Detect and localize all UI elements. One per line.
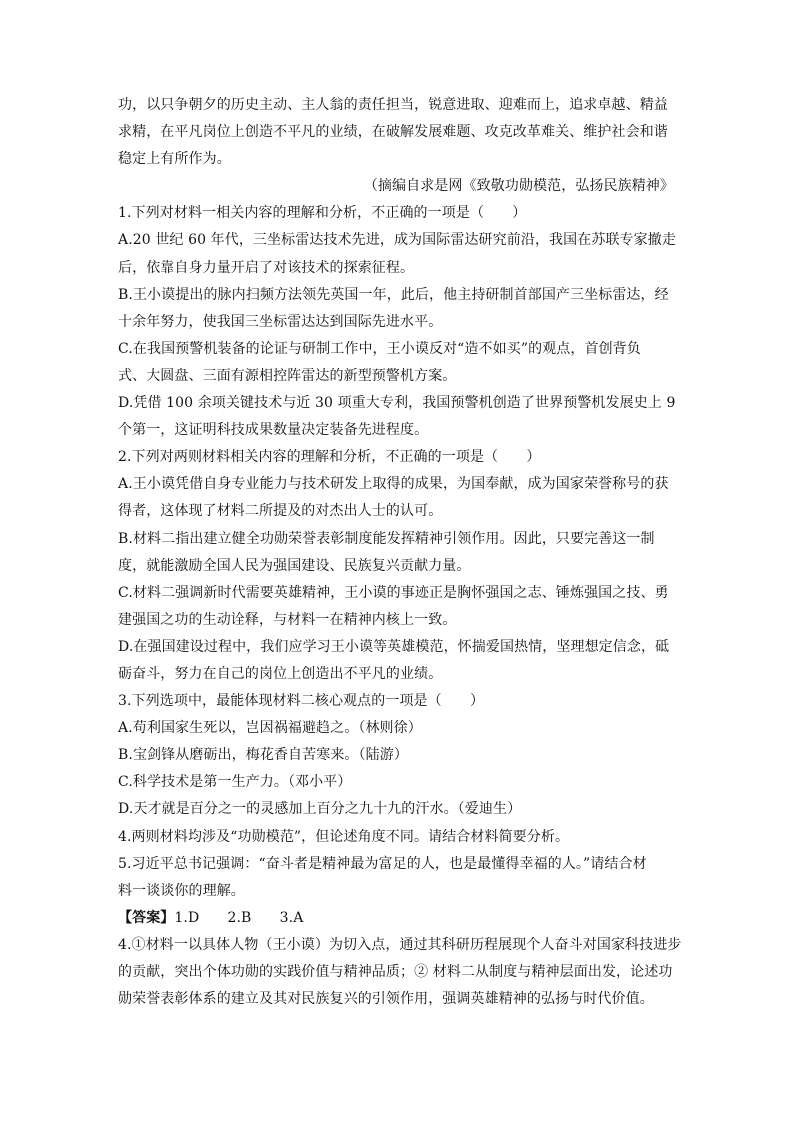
option-2b: B.材料二指出建立健全功勋荣誉表彰制度能发挥精神引领作用。因此，只要完善这一制 [118, 530, 655, 547]
question-2: 2.下列对两则材料相关内容的理解和分析，不正确的一项是（ ） [118, 449, 541, 466]
option-1b: B.王小谟提出的脉内扫频方法领先英国一年，此后，他主持研制首部国产三坐标雷达，经 [118, 286, 669, 303]
option-1d-cont: 个第一，这证明科技成果数量决定装备先进程度。 [118, 422, 429, 439]
option-2c-cont: 建强国之功的生动诠释，与材料一在精神内核上一致。 [118, 611, 457, 628]
option-2b-cont: 度，就能激励全国人民为强国建设、民族复兴贡献力量。 [118, 557, 471, 574]
document-body [118, 92, 682, 1013]
option-1c: C.在我国预警机装备的论证与研制工作中，王小谟反对“造不如买”的观点，首创背负 [118, 340, 641, 357]
text-line: 稳定上有所作为。 [118, 151, 231, 168]
option-3d: D.天才就是百分之一的灵感加上百分之九十九的汗水。（爱迪生） [118, 801, 522, 818]
option-1c-cont: 式、大圆盘、三面有源相控阵雷达的新型预警机方案。 [118, 367, 457, 384]
question-1: 1.下列对材料一相关内容的理解和分析，不正确的一项是（ ） [118, 205, 527, 222]
answer-4-cont: 勋荣誉表彰体系的建立及其对民族复兴的引领作用，强调英雄精神的弘扬与时代价值。 [118, 991, 654, 1008]
question-5: 5.习近平总书记强调：“奋斗者是精神最为富足的人，也是最懂得幸福的人。”请结合材 [118, 855, 647, 872]
question-5-cont: 料一谈谈你的理解。 [118, 882, 245, 899]
option-3a: A.苟利国家生死以，岂因祸福避趋之。（林则徐） [118, 720, 422, 737]
option-1d: D.凭借 100 余项关键技术与近 30 项重大专利，我国预警机创造了世界预警机发展史上 9 [118, 395, 676, 412]
answer-values: 1.D 2.B 3.A [174, 909, 304, 926]
option-2a: A.王小谟凭借自身专业能力与技术研发上取得的成果，为国奉献，成为国家荣誉称号的获 [118, 476, 669, 493]
option-1a-cont: 后，依靠自身力量开启了对该技术的探索征程。 [118, 259, 415, 276]
option-2a-cont: 得者，这体现了材料二所提及的对杰出人士的认可。 [118, 503, 443, 520]
text-line: 求精，在平凡岗位上创造不平凡的业绩，在破解发展难题、攻克改革难关、维护社会和谐 [118, 124, 668, 141]
question-4: 4.两则材料均涉及“功勋模范”，但论述角度不同。请结合材料简要分析。 [118, 828, 570, 845]
option-1a: A.20 世纪 60 年代，三坐标雷达技术先进，成为国际雷达研究前沿，我国在苏联专家撤走 [118, 232, 676, 249]
option-2d: D.在强国建设过程中，我们应学习王小谟等英雄模范，怀揣爱国热情，坚理想定信念，砥 [118, 638, 670, 655]
answer-4-cont: 的贡献，突出个体功勋的实践价值与精神品质；② 材料二从制度与精神层面出发，论述功 [118, 964, 673, 980]
question-3: 3.下列选项中，最能体现材料二核心观点的一项是（ ） [118, 693, 485, 710]
answer-line [118, 905, 674, 932]
source-citation: （摘编自求是网《致敬功勋模范，弘扬民族精神》 [363, 178, 674, 195]
option-2c: C.材料二强调新时代需要英雄精神，王小谟的事迹正是胸怀强国之志、锤炼强国之技、勇 [118, 584, 669, 601]
option-3c: C.科学技术是第一生产力。（邓小平） [118, 774, 352, 791]
option-1b-cont: 十余年努力，使我国三坐标雷达达到国际先进水平。 [118, 313, 443, 330]
answer-tag: 【答案】 [118, 909, 175, 926]
option-3b: B.宝剑锋从磨砺出，梅花香自苦寒来。（陆游） [118, 747, 408, 764]
option-2d-cont: 砺奋斗，努力在自己的岗位上创造出不平凡的业绩。 [118, 665, 443, 682]
text-line: 功，以只争朝夕的历史主动、主人翁的责任担当，锐意进取、迎难而上，追求卓越、精益 [118, 97, 668, 113]
answer-4: 4.①材料一以具体人物（王小谟）为切入点，通过其科研历程展现个人奋斗对国家科技进步 [118, 936, 682, 953]
